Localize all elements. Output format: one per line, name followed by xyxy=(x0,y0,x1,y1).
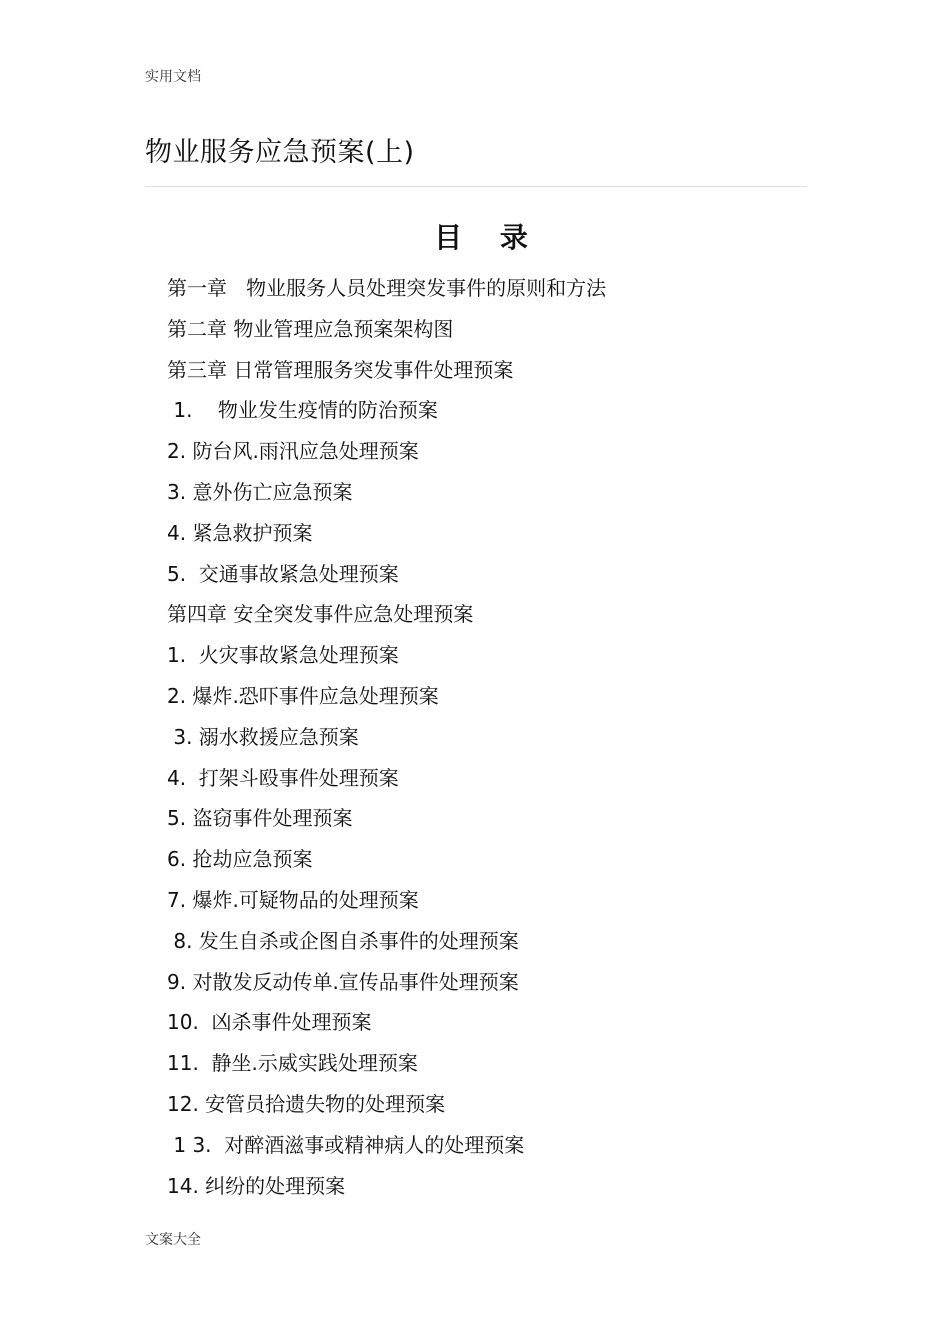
toc-list xyxy=(167,270,606,1208)
toc-item: 5. 交通事故紧急处理预案 xyxy=(167,561,399,586)
toc-item: 14. 纠纷的处理预案 xyxy=(167,1173,346,1198)
toc-item: 1. 火灾事故紧急处理预案 xyxy=(167,643,399,668)
toc-heading: 目 录 xyxy=(434,221,542,254)
toc-item: 1. 物业发生疫情的防治预案 xyxy=(167,398,438,423)
toc-item: 第三章 日常管理服务突发事件处理预案 xyxy=(167,357,514,382)
toc-item: 8. 发生自杀或企图自杀事件的处理预案 xyxy=(167,928,519,953)
toc-item: 2. 防台风.雨汛应急处理预案 xyxy=(167,439,419,464)
toc-item: 第一章 物业服务人员处理突发事件的原则和方法 xyxy=(167,276,607,300)
toc-item: 11. 静坐.示威实践处理预案 xyxy=(167,1051,418,1076)
toc-item: 7. 爆炸.可疑物品的处理预案 xyxy=(167,887,419,912)
toc-item: 4. 打架斗殴事件处理预案 xyxy=(167,765,399,790)
toc-item: 第四章 安全突发事件应急处理预案 xyxy=(167,602,474,627)
toc-item: 4. 紧急救护预案 xyxy=(167,520,313,545)
toc-item: 1 3. 对醉酒滋事或精神病人的处理预案 xyxy=(167,1132,525,1157)
toc-item: 6. 抢劫应急预案 xyxy=(167,847,313,872)
toc-item: 12. 安管员拾遗失物的处理预案 xyxy=(167,1091,446,1116)
toc-item: 3. 意外伤亡应急预案 xyxy=(167,479,353,504)
toc-item: 2. 爆炸.恐吓事件应急处理预案 xyxy=(167,683,439,708)
document-title: 物业服务应急预案(上) xyxy=(145,137,415,168)
page-header-label: 实用文档 xyxy=(145,69,201,85)
page-footer-label: 文案大全 xyxy=(145,1232,201,1248)
toc-item: 5. 盗窃事件处理预案 xyxy=(167,806,353,831)
toc-item: 9. 对散发反动传单.宣传品事件处理预案 xyxy=(167,969,519,994)
toc-item: 3. 溺水救援应急预案 xyxy=(167,724,359,749)
toc-item: 10. 凶杀事件处理预案 xyxy=(167,1010,372,1035)
toc-item: 第二章 物业管理应急预案架构图 xyxy=(167,316,454,341)
title-divider xyxy=(145,186,807,187)
